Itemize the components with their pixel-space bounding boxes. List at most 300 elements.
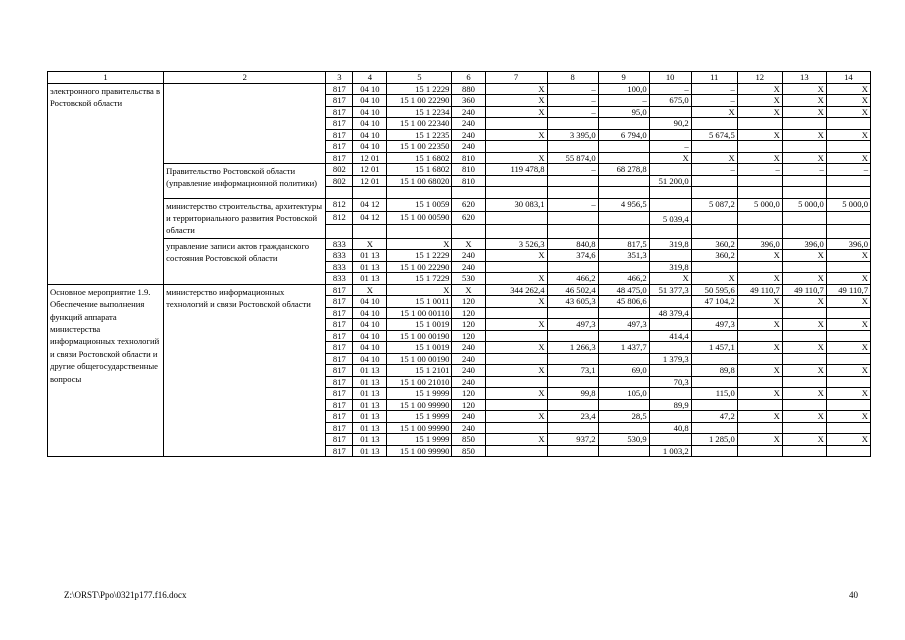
data-cell: X bbox=[737, 434, 782, 446]
data-cell: 240 bbox=[452, 250, 485, 262]
executor-cell: министерство информационных технологий и связи Ростовской области bbox=[164, 284, 326, 457]
data-cell bbox=[649, 388, 691, 400]
data-cell: 04 10 bbox=[353, 95, 387, 107]
data-cell: 01 13 bbox=[353, 445, 387, 457]
data-cell: 396,0 bbox=[737, 238, 782, 250]
data-cell: 43 605,3 bbox=[547, 296, 598, 308]
data-cell: 01 13 bbox=[353, 388, 387, 400]
data-cell: X bbox=[387, 238, 452, 250]
data-cell bbox=[353, 225, 387, 238]
data-cell: 817 bbox=[326, 296, 353, 308]
data-cell: X bbox=[649, 273, 691, 285]
data-cell: 55 874,0 bbox=[547, 152, 598, 164]
data-cell bbox=[737, 225, 782, 238]
data-cell bbox=[737, 445, 782, 457]
table-row bbox=[48, 164, 871, 176]
data-cell bbox=[737, 307, 782, 319]
data-cell: 04 10 bbox=[353, 330, 387, 342]
data-cell: X bbox=[737, 342, 782, 354]
data-cell: 04 10 bbox=[353, 141, 387, 153]
data-cell: 15 1 9999 bbox=[387, 411, 452, 423]
data-cell bbox=[485, 211, 547, 224]
data-cell: 47 104,2 bbox=[691, 296, 737, 308]
header-cell: 8 bbox=[547, 72, 598, 84]
data-cell bbox=[737, 399, 782, 411]
data-cell: 817 bbox=[326, 399, 353, 411]
data-cell bbox=[598, 399, 649, 411]
data-cell: 360 bbox=[452, 95, 485, 107]
data-cell bbox=[598, 225, 649, 238]
data-cell: 69,0 bbox=[598, 365, 649, 377]
data-cell: X bbox=[737, 365, 782, 377]
data-cell: X bbox=[782, 434, 826, 446]
data-cell: X bbox=[826, 296, 870, 308]
data-cell: 1 457,1 bbox=[691, 342, 737, 354]
data-cell: 620 bbox=[452, 198, 485, 211]
data-cell: 100,0 bbox=[598, 83, 649, 95]
executor-cell: министерство строительства, архитектуры и территориального развития Ростовской области bbox=[164, 198, 326, 238]
data-cell: X bbox=[691, 152, 737, 164]
data-cell bbox=[826, 118, 870, 130]
data-cell: X bbox=[826, 365, 870, 377]
data-cell bbox=[387, 225, 452, 238]
data-cell bbox=[649, 164, 691, 176]
data-cell bbox=[485, 353, 547, 365]
data-cell: X bbox=[737, 129, 782, 141]
data-cell: 15 1 00 99990 bbox=[387, 422, 452, 434]
data-cell: 880 bbox=[452, 83, 485, 95]
data-cell bbox=[737, 141, 782, 153]
data-cell bbox=[826, 225, 870, 238]
data-cell: 28,5 bbox=[598, 411, 649, 423]
data-cell bbox=[649, 434, 691, 446]
data-cell: 817 bbox=[326, 152, 353, 164]
data-cell: 466,2 bbox=[547, 273, 598, 285]
data-cell: 51 200,0 bbox=[649, 175, 691, 187]
data-cell bbox=[598, 187, 649, 199]
data-cell bbox=[782, 399, 826, 411]
data-cell: 240 bbox=[452, 118, 485, 130]
data-cell: 675,0 bbox=[649, 95, 691, 107]
data-cell: X bbox=[485, 250, 547, 262]
data-cell: 497,3 bbox=[691, 319, 737, 331]
data-cell bbox=[826, 445, 870, 457]
data-cell: 15 1 00 99990 bbox=[387, 445, 452, 457]
data-cell: 15 1 00 22350 bbox=[387, 141, 452, 153]
data-cell: 5 674,5 bbox=[691, 129, 737, 141]
data-cell: 73,1 bbox=[547, 365, 598, 377]
data-cell: 50 595,6 bbox=[691, 284, 737, 296]
data-cell bbox=[691, 445, 737, 457]
data-cell bbox=[598, 376, 649, 388]
data-cell bbox=[649, 250, 691, 262]
data-cell: 15 1 2235 bbox=[387, 129, 452, 141]
data-cell: 04 10 bbox=[353, 353, 387, 365]
data-cell: X bbox=[353, 238, 387, 250]
data-cell bbox=[782, 187, 826, 199]
data-cell: 12 01 bbox=[353, 164, 387, 176]
table-body bbox=[48, 83, 871, 457]
data-cell bbox=[826, 422, 870, 434]
data-cell: X bbox=[826, 388, 870, 400]
data-cell bbox=[598, 261, 649, 273]
data-cell: 48 475,0 bbox=[598, 284, 649, 296]
data-cell bbox=[691, 353, 737, 365]
data-cell: 360,2 bbox=[691, 250, 737, 262]
data-cell bbox=[485, 376, 547, 388]
data-cell bbox=[598, 175, 649, 187]
data-cell: 817 bbox=[326, 434, 353, 446]
data-cell: 1 266,3 bbox=[547, 342, 598, 354]
data-cell: X bbox=[826, 106, 870, 118]
data-cell: 319,8 bbox=[649, 261, 691, 273]
table-row bbox=[48, 198, 871, 211]
data-cell: 47,2 bbox=[691, 411, 737, 423]
data-cell: 344 262,4 bbox=[485, 284, 547, 296]
data-cell: X bbox=[737, 411, 782, 423]
executor-cell bbox=[164, 83, 326, 164]
data-cell: X bbox=[485, 95, 547, 107]
data-cell bbox=[649, 411, 691, 423]
data-cell: 817 bbox=[326, 95, 353, 107]
data-cell bbox=[649, 198, 691, 211]
data-cell: 240 bbox=[452, 422, 485, 434]
data-cell: X bbox=[737, 95, 782, 107]
data-cell: X bbox=[485, 365, 547, 377]
data-cell: 817 bbox=[326, 129, 353, 141]
data-cell: X bbox=[387, 284, 452, 296]
data-cell: X bbox=[782, 319, 826, 331]
data-cell: 396,0 bbox=[826, 238, 870, 250]
data-cell: 01 13 bbox=[353, 365, 387, 377]
data-cell: 115,0 bbox=[691, 388, 737, 400]
data-cell: 15 1 7229 bbox=[387, 273, 452, 285]
data-cell: 15 1 2234 bbox=[387, 106, 452, 118]
data-cell: X bbox=[782, 296, 826, 308]
data-cell: 01 13 bbox=[353, 250, 387, 262]
data-cell: 46 502,4 bbox=[547, 284, 598, 296]
data-cell: 120 bbox=[452, 330, 485, 342]
data-cell: 49 110,7 bbox=[782, 284, 826, 296]
data-cell: 497,3 bbox=[547, 319, 598, 331]
data-cell: X bbox=[737, 296, 782, 308]
header-cell: 10 bbox=[649, 72, 691, 84]
data-cell: 6 794,0 bbox=[598, 129, 649, 141]
data-cell: 120 bbox=[452, 388, 485, 400]
data-cell: 817 bbox=[326, 319, 353, 331]
data-cell bbox=[598, 141, 649, 153]
data-cell: X bbox=[826, 83, 870, 95]
header-cell: 2 bbox=[164, 72, 326, 84]
data-cell: 817,5 bbox=[598, 238, 649, 250]
data-cell bbox=[826, 261, 870, 273]
data-cell bbox=[826, 141, 870, 153]
data-cell: X bbox=[737, 250, 782, 262]
data-cell: 1 379,3 bbox=[649, 353, 691, 365]
data-cell: 89,8 bbox=[691, 365, 737, 377]
data-cell bbox=[387, 187, 452, 199]
data-cell: 802 bbox=[326, 175, 353, 187]
data-cell bbox=[737, 187, 782, 199]
data-cell: X bbox=[826, 95, 870, 107]
column-number-header bbox=[48, 72, 871, 84]
data-cell: 497,3 bbox=[598, 319, 649, 331]
data-cell: 240 bbox=[452, 411, 485, 423]
data-cell: 01 13 bbox=[353, 434, 387, 446]
data-cell: 817 bbox=[326, 342, 353, 354]
data-cell bbox=[691, 141, 737, 153]
data-cell: X bbox=[485, 129, 547, 141]
data-cell: 833 bbox=[326, 261, 353, 273]
header-cell: 1 bbox=[48, 72, 164, 84]
data-cell: 120 bbox=[452, 307, 485, 319]
data-cell bbox=[691, 187, 737, 199]
data-cell: 68 278,8 bbox=[598, 164, 649, 176]
data-cell bbox=[649, 319, 691, 331]
data-cell bbox=[691, 118, 737, 130]
data-cell bbox=[782, 422, 826, 434]
header-cell: 7 bbox=[485, 72, 547, 84]
data-cell: 01 13 bbox=[353, 422, 387, 434]
data-cell: 15 1 00 00190 bbox=[387, 353, 452, 365]
header-cell: 5 bbox=[387, 72, 452, 84]
data-cell bbox=[649, 106, 691, 118]
data-cell bbox=[485, 187, 547, 199]
data-cell bbox=[691, 175, 737, 187]
data-cell bbox=[737, 211, 782, 224]
data-cell: X bbox=[826, 411, 870, 423]
data-cell bbox=[782, 175, 826, 187]
data-cell: 01 13 bbox=[353, 376, 387, 388]
data-cell: X bbox=[485, 273, 547, 285]
data-cell: 833 bbox=[326, 238, 353, 250]
data-cell: X bbox=[737, 388, 782, 400]
data-cell bbox=[485, 330, 547, 342]
data-cell: 90,2 bbox=[649, 118, 691, 130]
data-cell: 15 1 0019 bbox=[387, 342, 452, 354]
data-cell bbox=[547, 261, 598, 273]
data-cell: 15 1 0059 bbox=[387, 198, 452, 211]
data-cell: X bbox=[737, 83, 782, 95]
data-cell: 04 12 bbox=[353, 211, 387, 224]
data-cell bbox=[598, 353, 649, 365]
data-cell: – bbox=[691, 83, 737, 95]
data-cell: 15 1 00 00590 bbox=[387, 211, 452, 224]
data-cell: 15 1 00 22290 bbox=[387, 95, 452, 107]
header-cell: 6 bbox=[452, 72, 485, 84]
data-cell bbox=[826, 399, 870, 411]
data-cell: X bbox=[782, 129, 826, 141]
data-cell: 319,8 bbox=[649, 238, 691, 250]
data-cell: X bbox=[782, 365, 826, 377]
data-cell: X bbox=[485, 434, 547, 446]
data-cell: 119 478,8 bbox=[485, 164, 547, 176]
data-cell: 817 bbox=[326, 118, 353, 130]
data-cell: X bbox=[782, 342, 826, 354]
data-cell: 04 12 bbox=[353, 198, 387, 211]
data-cell: 01 13 bbox=[353, 261, 387, 273]
data-cell: X bbox=[826, 129, 870, 141]
data-cell: 812 bbox=[326, 198, 353, 211]
data-cell: X bbox=[485, 342, 547, 354]
data-cell bbox=[547, 330, 598, 342]
data-cell: 351,3 bbox=[598, 250, 649, 262]
data-cell: 817 bbox=[326, 388, 353, 400]
data-cell: 15 1 00 00110 bbox=[387, 307, 452, 319]
data-cell: X bbox=[737, 319, 782, 331]
table-row bbox=[48, 284, 871, 296]
data-cell bbox=[782, 307, 826, 319]
data-cell: X bbox=[737, 152, 782, 164]
data-cell: – bbox=[737, 164, 782, 176]
data-cell: X bbox=[649, 152, 691, 164]
data-cell: X bbox=[485, 388, 547, 400]
data-cell: 850 bbox=[452, 434, 485, 446]
footer-file-path: Z:\ORST\Ppo\0321p177.f16.docx bbox=[64, 590, 187, 600]
data-cell: 240 bbox=[452, 342, 485, 354]
executor-cell: Правительство Ростовской области (управление информационной политики) bbox=[164, 164, 326, 199]
data-cell: X bbox=[691, 273, 737, 285]
data-cell bbox=[485, 261, 547, 273]
data-cell bbox=[649, 296, 691, 308]
data-cell: X bbox=[485, 152, 547, 164]
data-cell: X bbox=[452, 238, 485, 250]
data-cell bbox=[485, 118, 547, 130]
data-cell bbox=[782, 376, 826, 388]
data-cell bbox=[547, 307, 598, 319]
data-cell: 15 1 00 21010 bbox=[387, 376, 452, 388]
data-cell: – bbox=[547, 106, 598, 118]
data-cell bbox=[826, 376, 870, 388]
data-cell: 01 13 bbox=[353, 399, 387, 411]
data-cell: 802 bbox=[326, 164, 353, 176]
data-cell: X bbox=[782, 152, 826, 164]
data-cell: 23,4 bbox=[547, 411, 598, 423]
data-cell bbox=[547, 225, 598, 238]
header-cell: 14 bbox=[826, 72, 870, 84]
data-cell bbox=[826, 175, 870, 187]
data-cell: 240 bbox=[452, 376, 485, 388]
data-cell: 817 bbox=[326, 83, 353, 95]
data-cell bbox=[691, 211, 737, 224]
data-cell: 105,0 bbox=[598, 388, 649, 400]
data-cell bbox=[485, 141, 547, 153]
data-cell: X bbox=[737, 106, 782, 118]
header-row bbox=[48, 72, 871, 84]
data-cell: 04 10 bbox=[353, 296, 387, 308]
data-cell: 414,4 bbox=[649, 330, 691, 342]
data-cell: 3 395,0 bbox=[547, 129, 598, 141]
data-cell: 04 10 bbox=[353, 118, 387, 130]
data-cell: 15 1 9999 bbox=[387, 434, 452, 446]
data-cell: 1 437,7 bbox=[598, 342, 649, 354]
data-cell: X bbox=[485, 411, 547, 423]
data-cell: X bbox=[826, 434, 870, 446]
data-cell: – bbox=[649, 141, 691, 153]
data-cell bbox=[782, 141, 826, 153]
data-cell bbox=[826, 187, 870, 199]
data-cell: 04 10 bbox=[353, 342, 387, 354]
data-cell bbox=[649, 187, 691, 199]
data-cell bbox=[782, 353, 826, 365]
executor-cell: управление записи актов гражданского состояния Ростовской области bbox=[164, 238, 326, 284]
data-cell bbox=[691, 399, 737, 411]
data-cell bbox=[452, 187, 485, 199]
data-cell bbox=[326, 187, 353, 199]
data-cell: 40,8 bbox=[649, 422, 691, 434]
data-cell: 15 1 00 22290 bbox=[387, 261, 452, 273]
data-cell bbox=[547, 187, 598, 199]
data-cell: X bbox=[485, 296, 547, 308]
data-cell: 15 1 2229 bbox=[387, 250, 452, 262]
data-cell bbox=[598, 422, 649, 434]
header-cell: 13 bbox=[782, 72, 826, 84]
data-cell bbox=[691, 330, 737, 342]
data-cell: 120 bbox=[452, 296, 485, 308]
data-cell: 240 bbox=[452, 106, 485, 118]
data-cell: 01 13 bbox=[353, 273, 387, 285]
data-cell: 850 bbox=[452, 445, 485, 457]
data-cell: 817 bbox=[326, 422, 353, 434]
data-cell: 1 003,2 bbox=[649, 445, 691, 457]
data-cell: 12 01 bbox=[353, 175, 387, 187]
data-cell: 1 285,0 bbox=[691, 434, 737, 446]
data-cell: 01 13 bbox=[353, 411, 387, 423]
data-cell: X bbox=[782, 106, 826, 118]
data-cell bbox=[598, 118, 649, 130]
data-cell bbox=[737, 353, 782, 365]
data-cell bbox=[547, 118, 598, 130]
data-cell bbox=[782, 445, 826, 457]
data-cell: 15 1 2229 bbox=[387, 83, 452, 95]
data-cell: 15 1 00 22340 bbox=[387, 118, 452, 130]
data-cell: 48 379,4 bbox=[649, 307, 691, 319]
data-cell: 15 1 00 00190 bbox=[387, 330, 452, 342]
data-cell: 51 377,3 bbox=[649, 284, 691, 296]
data-cell bbox=[649, 342, 691, 354]
data-cell: 240 bbox=[452, 129, 485, 141]
data-cell bbox=[598, 330, 649, 342]
data-cell: X bbox=[691, 106, 737, 118]
data-cell: 817 bbox=[326, 445, 353, 457]
data-cell: X bbox=[782, 388, 826, 400]
data-cell bbox=[547, 399, 598, 411]
data-cell bbox=[782, 225, 826, 238]
data-cell bbox=[547, 445, 598, 457]
data-cell: 49 110,7 bbox=[826, 284, 870, 296]
data-cell bbox=[547, 353, 598, 365]
data-cell: 15 1 6802 bbox=[387, 164, 452, 176]
data-cell: 240 bbox=[452, 365, 485, 377]
data-cell: 4 956,5 bbox=[598, 198, 649, 211]
data-cell: X bbox=[826, 250, 870, 262]
data-cell bbox=[485, 175, 547, 187]
data-cell bbox=[485, 445, 547, 457]
table-row bbox=[48, 83, 871, 95]
data-cell: 530,9 bbox=[598, 434, 649, 446]
data-cell bbox=[691, 225, 737, 238]
page-number: 40 bbox=[849, 590, 858, 600]
header-cell: 4 bbox=[353, 72, 387, 84]
data-cell: 817 bbox=[326, 353, 353, 365]
data-cell: X bbox=[826, 342, 870, 354]
budget-table bbox=[47, 71, 871, 457]
data-cell: X bbox=[826, 319, 870, 331]
table-row bbox=[48, 238, 871, 250]
data-cell: X bbox=[782, 83, 826, 95]
data-cell: – bbox=[691, 95, 737, 107]
data-cell: 833 bbox=[326, 250, 353, 262]
